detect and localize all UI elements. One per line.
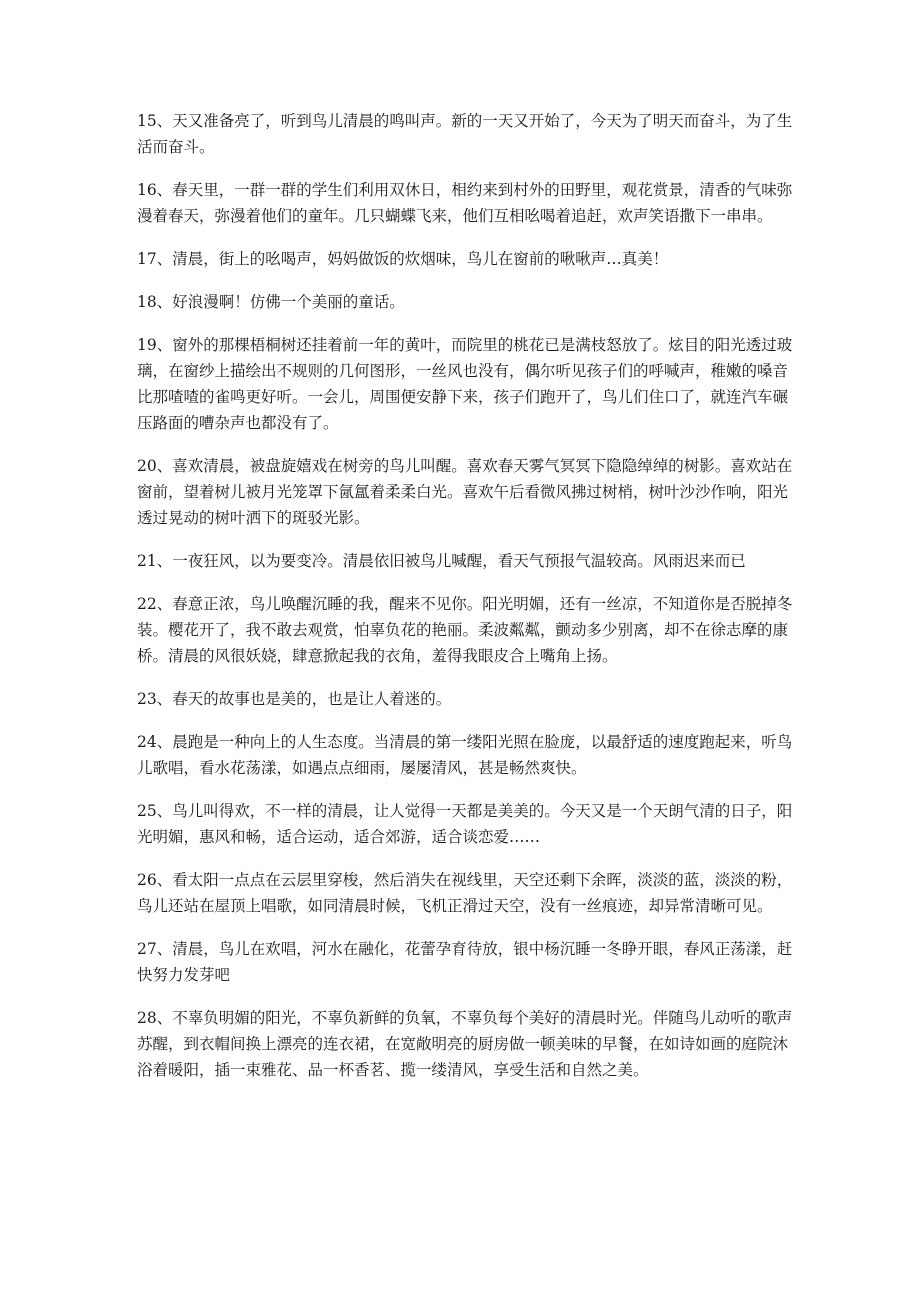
paragraph-16: 16、春天里，一群一群的学生们利用双休日，相约来到村外的田野里，观花赏景，清香的气味弥漫着春天，弥漫着他们的童年。几只蝴蝶飞来，他们互相吆喝着追赶，欢声笑语撒下一串串。	[137, 181, 793, 225]
paragraph-25: 25、鸟儿叫得欢，不一样的清晨，让人觉得一天都是美美的。今天又是一个天朗气清的日子，阳光明媚，惠风和畅，适合运动，适合郊游，适合谈恋爱……	[137, 802, 793, 846]
paragraph-19: 19、窗外的那棵梧桐树还挂着前一年的黄叶，而院里的桃花已是满枝怒放了。炫目的阳光透过玻璃，在窗纱上描绘出不规则的几何图形，一丝风也没有，偶尔听见孩子们的呼喊声，稚嫩的嗓音比那喳喳的雀鸣更好听。一会儿，周围便安静下来，孩子们跑开了，鸟儿们住口了，就连汽车碾压路面的嘈杂声也都没有了。	[137, 336, 793, 432]
paragraph-28: 28、不辜负明媚的阳光，不辜负新鲜的负氧，不辜负每个美好的清晨时光。伴随鸟儿动听的歌声苏醒，到衣帽间换上漂亮的连衣裙，在宽敞明亮的厨房做一顿美味的早餐，在如诗如画的庭院沐浴着暖阳，插一束雅花、品一杯香茗、揽一缕清风，享受生活和自然之美。	[137, 1009, 793, 1079]
paragraph-17: 17、清晨，街上的吆喝声，妈妈做饭的炊烟味，鸟儿在窗前的啾啾声…真美！	[137, 250, 669, 268]
paragraph-18: 18、好浪漫啊！仿佛一个美丽的童话。	[137, 293, 405, 311]
paragraph-22: 22、春意正浓，鸟儿唤醒沉睡的我，醒来不见你。阳光明媚，还有一丝凉，不知道你是否脱掉冬装。樱花开了，我不敢去观赏，怕辜负花的艳丽。柔波粼粼，颤动多少别离，却不在徐志摩的康桥。清晨的风很妖娆，肆意掀起我的衣角，羞得我眼皮合上嘴角上扬。	[137, 595, 793, 665]
paragraph-23: 23、春天的故事也是美的，也是让人着迷的。	[137, 690, 452, 708]
document-body	[137, 108, 802, 1100]
paragraph-26: 26、看太阳一点点在云层里穿梭，然后消失在视线里，天空还剩下余晖，淡淡的蓝，淡淡的粉，鸟儿还站在屋顶上唱歌，如同清晨时候，飞机正滑过天空，没有一丝痕迹，却异常清晰可见。	[137, 871, 793, 915]
paragraph-24: 24、晨跑是一种向上的人生态度。当清晨的第一缕阳光照在脸庞，以最舒适的速度跑起来，听鸟儿歌唱，看水花荡漾，如遇点点细雨，屡屡清风，甚是畅然爽快。	[137, 733, 793, 777]
paragraph-27: 27、清晨，鸟儿在欢唱，河水在融化，花蕾孕育待放，银中杨沉睡一冬睁开眼，春风正荡漾，赶快努力发芽吧	[137, 940, 793, 984]
paragraph-20: 20、喜欢清晨，被盘旋嬉戏在树旁的鸟儿叫醒。喜欢春天雾气冥冥下隐隐绰绰的树影。喜欢站在窗前，望着树儿被月光笼罩下氤氲着柔柔白光。喜欢午后看微风拂过树梢，树叶沙沙作响，阳光透过晃动的树叶洒下的斑驳光影。	[137, 457, 793, 527]
paragraph-15: 15、天又准备亮了，听到鸟儿清晨的鸣叫声。新的一天又开始了，今天为了明天而奋斗，为了生活而奋斗。	[137, 112, 793, 156]
paragraph-21: 21、一夜狂风，以为要变冷。清晨依旧被鸟儿喊醒，看天气预报气温较高。风雨迟来而已	[137, 552, 746, 570]
